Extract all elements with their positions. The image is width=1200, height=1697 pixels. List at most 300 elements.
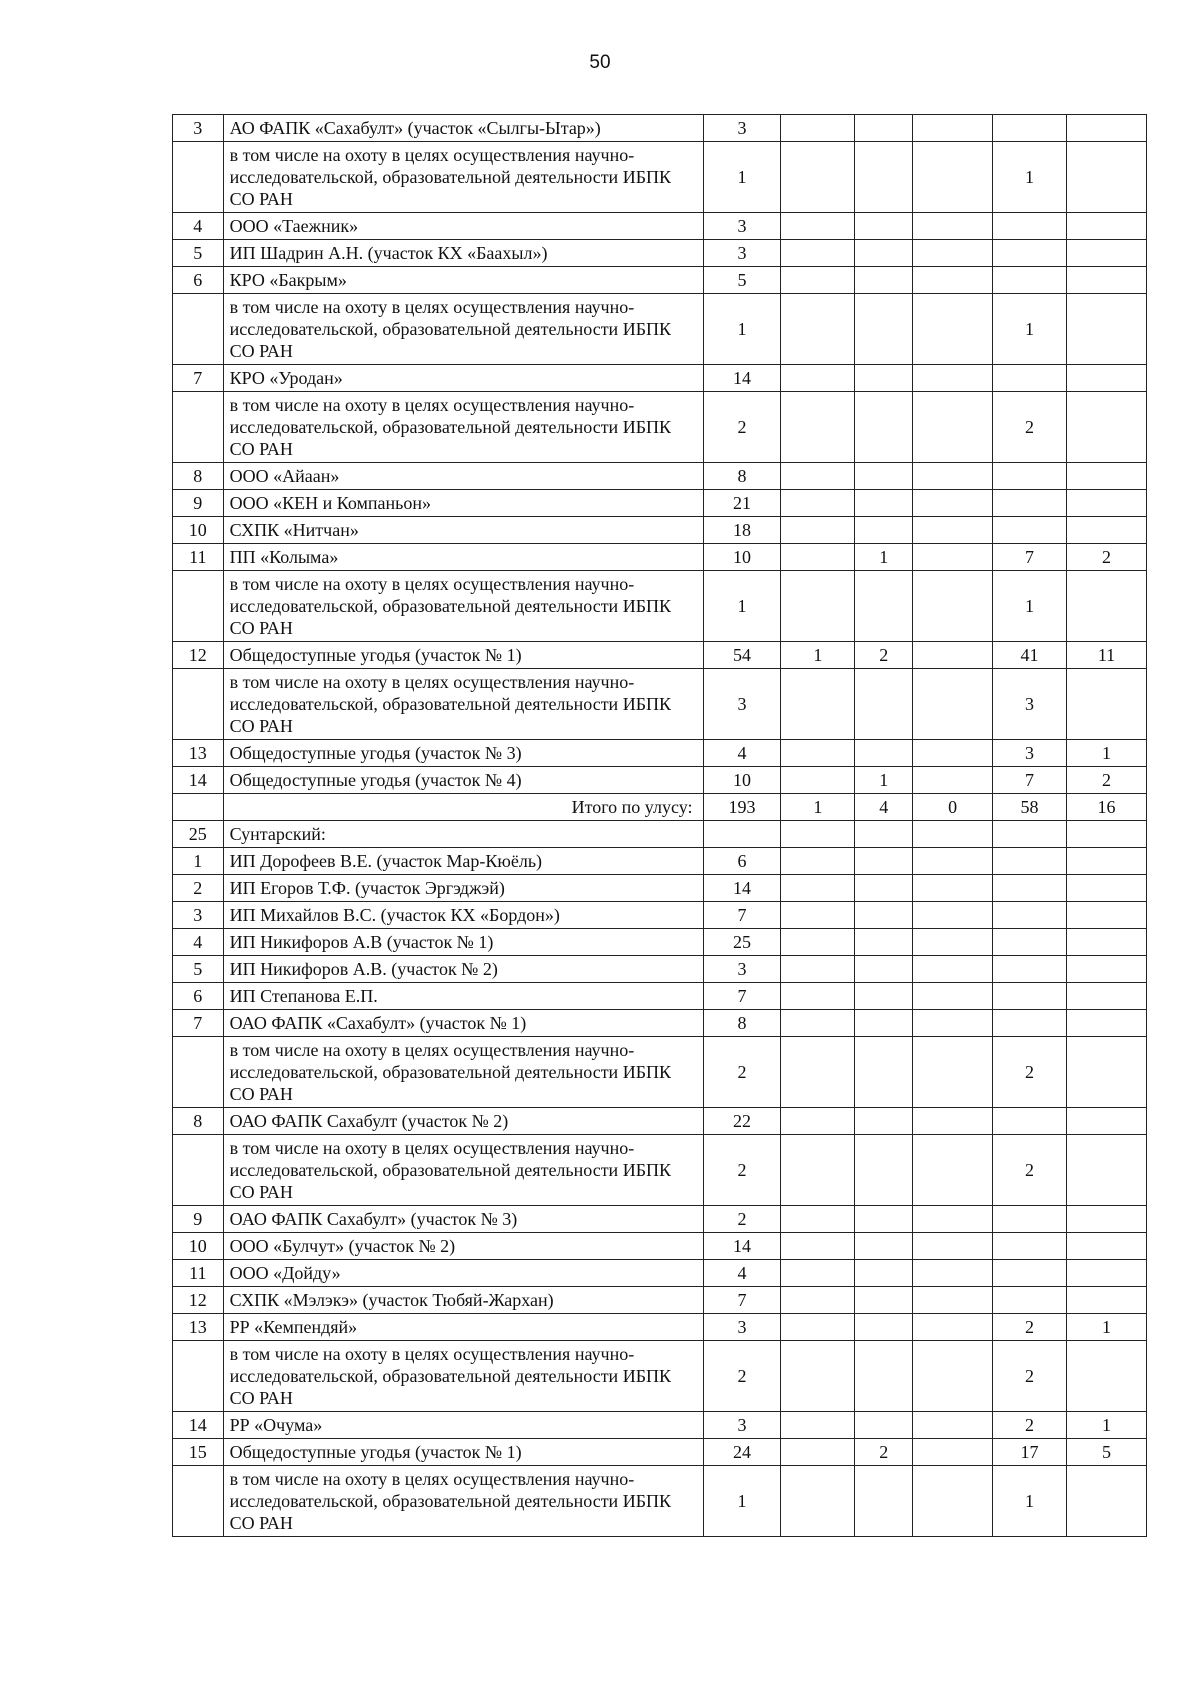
value-cell-c4 (913, 571, 993, 642)
name-cell: ИП Степанова Е.П. (223, 983, 703, 1010)
name-cell: ОАО ФАПК Сахабулт» (участок № 3) (223, 1206, 703, 1233)
row-number-cell: 4 (173, 929, 224, 956)
table-row (173, 1314, 1147, 1341)
row-number-cell: 6 (173, 983, 224, 1010)
value-cell-c6: 11 (1066, 642, 1146, 669)
value-cell-c4 (913, 544, 993, 571)
table-row (173, 1010, 1147, 1037)
table-row (173, 544, 1147, 571)
value-cell-c6 (1066, 1206, 1146, 1233)
value-cell-c6 (1066, 821, 1146, 848)
row-number-cell (173, 571, 224, 642)
value-cell-c5 (993, 1206, 1067, 1233)
table-row (173, 875, 1147, 902)
row-number-cell: 14 (173, 1412, 224, 1439)
value-cell-c1: 3 (703, 213, 781, 240)
value-cell-c1: 7 (703, 1287, 781, 1314)
value-cell-c4 (913, 1341, 993, 1412)
row-number-cell: 5 (173, 240, 224, 267)
value-cell-c1: 2 (703, 1135, 781, 1206)
row-number-cell (173, 669, 224, 740)
value-cell-c2 (781, 902, 855, 929)
value-cell-c5: 1 (993, 142, 1067, 213)
value-cell-c4 (913, 1010, 993, 1037)
name-cell: Общедоступные угодья (участок № 1) (223, 642, 703, 669)
value-cell-c3 (855, 1037, 913, 1108)
value-cell-c6 (1066, 929, 1146, 956)
table-row (173, 848, 1147, 875)
table-row (173, 1287, 1147, 1314)
row-number-cell: 14 (173, 767, 224, 794)
value-cell-c4 (913, 821, 993, 848)
value-cell-c3 (855, 490, 913, 517)
value-cell-c6 (1066, 669, 1146, 740)
name-cell: ПП «Колыма» (223, 544, 703, 571)
value-cell-c2 (781, 767, 855, 794)
value-cell-c5 (993, 875, 1067, 902)
table-row (173, 1412, 1147, 1439)
value-cell-c2 (781, 365, 855, 392)
table-row (173, 1233, 1147, 1260)
value-cell-c3 (855, 1341, 913, 1412)
value-cell-c2 (781, 115, 855, 142)
value-cell-c6: 16 (1066, 794, 1146, 821)
value-cell-c1: 8 (703, 1010, 781, 1037)
value-cell-c3: 2 (855, 642, 913, 669)
value-cell-c6 (1066, 1135, 1146, 1206)
value-cell-c1: 6 (703, 848, 781, 875)
value-cell-c6 (1066, 142, 1146, 213)
value-cell-c3: 4 (855, 794, 913, 821)
value-cell-c5 (993, 517, 1067, 544)
value-cell-c5: 2 (993, 392, 1067, 463)
value-cell-c4 (913, 902, 993, 929)
row-number-cell (173, 1466, 224, 1537)
value-cell-c3 (855, 267, 913, 294)
row-number-cell: 12 (173, 1287, 224, 1314)
value-cell-c2 (781, 1206, 855, 1233)
value-cell-c1: 3 (703, 1314, 781, 1341)
value-cell-c5: 17 (993, 1439, 1067, 1466)
value-cell-c2 (781, 1010, 855, 1037)
row-number-cell (173, 392, 224, 463)
value-cell-c6: 2 (1066, 767, 1146, 794)
value-cell-c4 (913, 848, 993, 875)
value-cell-c4 (913, 365, 993, 392)
value-cell-c1: 2 (703, 1341, 781, 1412)
total-label-cell: Итого по улусу: (223, 794, 703, 821)
value-cell-c2 (781, 463, 855, 490)
value-cell-c3 (855, 213, 913, 240)
value-cell-c3 (855, 240, 913, 267)
value-cell-c3 (855, 142, 913, 213)
row-number-cell: 5 (173, 956, 224, 983)
row-number-cell: 3 (173, 902, 224, 929)
value-cell-c1: 2 (703, 1206, 781, 1233)
value-cell-c4 (913, 1233, 993, 1260)
name-cell: в том числе на охоту в целях осуществления научно-исследовательской, образовательной деятельности ИБПК СО РАН (223, 1135, 703, 1206)
value-cell-c4 (913, 983, 993, 1010)
value-cell-c2 (781, 929, 855, 956)
value-cell-c2 (781, 740, 855, 767)
value-cell-c4 (913, 669, 993, 740)
value-cell-c2 (781, 267, 855, 294)
table-row (173, 1108, 1147, 1135)
value-cell-c5 (993, 821, 1067, 848)
value-cell-c2 (781, 669, 855, 740)
value-cell-c6 (1066, 1010, 1146, 1037)
table-row (173, 240, 1147, 267)
table-row (173, 213, 1147, 240)
value-cell-c5 (993, 240, 1067, 267)
value-cell-c2 (781, 490, 855, 517)
name-cell: ООО «КЕН и Компаньон» (223, 490, 703, 517)
value-cell-c3 (855, 983, 913, 1010)
value-cell-c1: 4 (703, 1260, 781, 1287)
value-cell-c6 (1066, 956, 1146, 983)
value-cell-c5 (993, 1010, 1067, 1037)
name-cell: ИП Шадрин А.Н. (участок КХ «Баахыл») (223, 240, 703, 267)
row-number-cell: 7 (173, 365, 224, 392)
row-number-cell (173, 1135, 224, 1206)
value-cell-c1: 193 (703, 794, 781, 821)
value-cell-c5: 41 (993, 642, 1067, 669)
value-cell-c1: 3 (703, 956, 781, 983)
value-cell-c3: 2 (855, 1439, 913, 1466)
row-number-cell: 10 (173, 517, 224, 544)
row-number-cell: 8 (173, 463, 224, 490)
value-cell-c3 (855, 1412, 913, 1439)
value-cell-c6: 1 (1066, 1314, 1146, 1341)
value-cell-c1: 3 (703, 1412, 781, 1439)
value-cell-c3 (855, 956, 913, 983)
value-cell-c1: 14 (703, 1233, 781, 1260)
name-cell: Общедоступные угодья (участок № 1) (223, 1439, 703, 1466)
value-cell-c5 (993, 902, 1067, 929)
value-cell-c2 (781, 240, 855, 267)
table-body (173, 115, 1147, 1537)
value-cell-c4: 0 (913, 794, 993, 821)
value-cell-c4 (913, 1287, 993, 1314)
row-number-cell: 25 (173, 821, 224, 848)
value-cell-c2 (781, 1466, 855, 1537)
value-cell-c4 (913, 142, 993, 213)
value-cell-c6 (1066, 267, 1146, 294)
name-cell: ИП Егоров Т.Ф. (участок Эргэджэй) (223, 875, 703, 902)
value-cell-c4 (913, 956, 993, 983)
value-cell-c2 (781, 848, 855, 875)
value-cell-c3 (855, 365, 913, 392)
value-cell-c1: 14 (703, 875, 781, 902)
name-cell: в том числе на охоту в целях осуществления научно-исследовательской, образовательной деятельности ИБПК СО РАН (223, 294, 703, 365)
value-cell-c2 (781, 1135, 855, 1206)
data-table (172, 114, 1147, 1537)
table-row (173, 902, 1147, 929)
value-cell-c3 (855, 463, 913, 490)
name-cell: ООО «Таежник» (223, 213, 703, 240)
value-cell-c2 (781, 1287, 855, 1314)
name-cell: Общедоступные угодья (участок № 4) (223, 767, 703, 794)
value-cell-c3 (855, 1135, 913, 1206)
row-number-cell: 8 (173, 1108, 224, 1135)
name-cell: РР «Очума» (223, 1412, 703, 1439)
value-cell-c1: 1 (703, 142, 781, 213)
value-cell-c5: 7 (993, 544, 1067, 571)
value-cell-c6 (1066, 848, 1146, 875)
value-cell-c6 (1066, 294, 1146, 365)
value-cell-c3: 1 (855, 767, 913, 794)
name-cell: СХПК «Мэлэкэ» (участок Тюбяй-Жархан) (223, 1287, 703, 1314)
value-cell-c3 (855, 571, 913, 642)
value-cell-c6 (1066, 875, 1146, 902)
value-cell-c5 (993, 848, 1067, 875)
value-cell-c5 (993, 1233, 1067, 1260)
value-cell-c6 (1066, 1037, 1146, 1108)
value-cell-c1: 7 (703, 902, 781, 929)
value-cell-c3 (855, 1287, 913, 1314)
value-cell-c5 (993, 929, 1067, 956)
table-subrow (173, 1135, 1147, 1206)
value-cell-c4 (913, 929, 993, 956)
row-number-cell: 11 (173, 1260, 224, 1287)
value-cell-c6 (1066, 1233, 1146, 1260)
value-cell-c6: 1 (1066, 1412, 1146, 1439)
value-cell-c3 (855, 1206, 913, 1233)
row-number-cell: 13 (173, 1314, 224, 1341)
value-cell-c3 (855, 875, 913, 902)
table-row (173, 267, 1147, 294)
value-cell-c6 (1066, 571, 1146, 642)
table-row (173, 1206, 1147, 1233)
table-row (173, 983, 1147, 1010)
value-cell-c4 (913, 490, 993, 517)
value-cell-c2 (781, 213, 855, 240)
value-cell-c4 (913, 1412, 993, 1439)
value-cell-c4 (913, 642, 993, 669)
name-cell: ОАО ФАПК «Сахабулт» (участок № 1) (223, 1010, 703, 1037)
value-cell-c1: 1 (703, 571, 781, 642)
value-cell-c4 (913, 294, 993, 365)
name-cell: в том числе на охоту в целях осуществления научно-исследовательской, образовательной деятельности ИБПК СО РАН (223, 669, 703, 740)
table-row (173, 642, 1147, 669)
value-cell-c5: 58 (993, 794, 1067, 821)
row-number-cell: 4 (173, 213, 224, 240)
table-row (173, 365, 1147, 392)
value-cell-c3 (855, 1466, 913, 1537)
value-cell-c5: 2 (993, 1412, 1067, 1439)
value-cell-c1: 5 (703, 267, 781, 294)
value-cell-c3 (855, 740, 913, 767)
value-cell-c3 (855, 1260, 913, 1287)
row-number-cell: 15 (173, 1439, 224, 1466)
value-cell-c2: 1 (781, 794, 855, 821)
table-subrow (173, 669, 1147, 740)
table-row (173, 517, 1147, 544)
value-cell-c1: 10 (703, 767, 781, 794)
value-cell-c2 (781, 1412, 855, 1439)
name-cell: Общедоступные угодья (участок № 3) (223, 740, 703, 767)
table-subrow (173, 1037, 1147, 1108)
table-subrow (173, 1341, 1147, 1412)
name-cell: ИП Никифоров А.В (участок № 1) (223, 929, 703, 956)
value-cell-c1: 2 (703, 1037, 781, 1108)
value-cell-c5: 3 (993, 740, 1067, 767)
value-cell-c2 (781, 821, 855, 848)
table-row (173, 929, 1147, 956)
value-cell-c6 (1066, 490, 1146, 517)
table-row (173, 740, 1147, 767)
table-total-row (173, 794, 1147, 821)
value-cell-c2 (781, 983, 855, 1010)
value-cell-c5: 1 (993, 571, 1067, 642)
table-row (173, 463, 1147, 490)
value-cell-c2 (781, 1439, 855, 1466)
value-cell-c3 (855, 929, 913, 956)
table-row (173, 821, 1147, 848)
value-cell-c2 (781, 571, 855, 642)
row-number-cell (173, 794, 224, 821)
value-cell-c2 (781, 1108, 855, 1135)
value-cell-c5: 1 (993, 1466, 1067, 1537)
value-cell-c5 (993, 1260, 1067, 1287)
value-cell-c5 (993, 267, 1067, 294)
value-cell-c4 (913, 213, 993, 240)
name-cell: Сунтарский: (223, 821, 703, 848)
value-cell-c2 (781, 1314, 855, 1341)
table-subrow (173, 294, 1147, 365)
value-cell-c4 (913, 740, 993, 767)
value-cell-c4 (913, 1260, 993, 1287)
value-cell-c2 (781, 142, 855, 213)
value-cell-c4 (913, 115, 993, 142)
name-cell: в том числе на охоту в целях осуществления научно-исследовательской, образовательной деятельности ИБПК СО РАН (223, 571, 703, 642)
name-cell: в том числе на охоту в целях осуществления научно-исследовательской, образовательной деятельности ИБПК СО РАН (223, 1341, 703, 1412)
row-number-cell: 12 (173, 642, 224, 669)
table-row (173, 1260, 1147, 1287)
name-cell: АО ФАПК «Сахабулт» (участок «Сылгы-Ытар») (223, 115, 703, 142)
row-number-cell: 13 (173, 740, 224, 767)
row-number-cell: 1 (173, 848, 224, 875)
value-cell-c5 (993, 463, 1067, 490)
name-cell: в том числе на охоту в целях осуществления научно-исследовательской, образовательной деятельности ИБПК СО РАН (223, 392, 703, 463)
value-cell-c1: 54 (703, 642, 781, 669)
table-row (173, 767, 1147, 794)
value-cell-c6: 5 (1066, 1439, 1146, 1466)
value-cell-c3 (855, 115, 913, 142)
value-cell-c2 (781, 517, 855, 544)
value-cell-c5: 7 (993, 767, 1067, 794)
name-cell: РР «Кемпендяй» (223, 1314, 703, 1341)
value-cell-c4 (913, 1466, 993, 1537)
page-number: 50 (589, 52, 611, 73)
value-cell-c4 (913, 1439, 993, 1466)
name-cell: в том числе на охоту в целях осуществления научно-исследовательской, образовательной деятельности ИБПК СО РАН (223, 142, 703, 213)
value-cell-c6 (1066, 902, 1146, 929)
value-cell-c6 (1066, 463, 1146, 490)
value-cell-c4 (913, 517, 993, 544)
value-cell-c1: 22 (703, 1108, 781, 1135)
row-number-cell: 7 (173, 1010, 224, 1037)
value-cell-c6 (1066, 365, 1146, 392)
name-cell: ИП Дорофеев В.Е. (участок Мар-Кюёль) (223, 848, 703, 875)
value-cell-c4 (913, 767, 993, 794)
row-number-cell (173, 1037, 224, 1108)
value-cell-c1: 3 (703, 115, 781, 142)
value-cell-c4 (913, 1135, 993, 1206)
value-cell-c4 (913, 1206, 993, 1233)
value-cell-c1 (703, 821, 781, 848)
table-row (173, 490, 1147, 517)
value-cell-c6 (1066, 1260, 1146, 1287)
row-number-cell: 3 (173, 115, 224, 142)
table-subrow (173, 142, 1147, 213)
value-cell-c5 (993, 1108, 1067, 1135)
value-cell-c6 (1066, 1341, 1146, 1412)
value-cell-c5 (993, 983, 1067, 1010)
row-number-cell: 11 (173, 544, 224, 571)
value-cell-c3 (855, 1233, 913, 1260)
value-cell-c2 (781, 1341, 855, 1412)
value-cell-c2 (781, 1260, 855, 1287)
name-cell: ООО «Булчут» (участок № 2) (223, 1233, 703, 1260)
value-cell-c3 (855, 1314, 913, 1341)
value-cell-c3 (855, 1010, 913, 1037)
value-cell-c5 (993, 213, 1067, 240)
row-number-cell: 9 (173, 1206, 224, 1233)
value-cell-c1: 3 (703, 240, 781, 267)
table-subrow (173, 571, 1147, 642)
value-cell-c1: 18 (703, 517, 781, 544)
row-number-cell (173, 294, 224, 365)
value-cell-c3 (855, 294, 913, 365)
name-cell: ИП Никифоров А.В. (участок № 2) (223, 956, 703, 983)
name-cell: ООО «Дойду» (223, 1260, 703, 1287)
value-cell-c1: 4 (703, 740, 781, 767)
value-cell-c5 (993, 115, 1067, 142)
value-cell-c6 (1066, 115, 1146, 142)
value-cell-c6 (1066, 517, 1146, 544)
value-cell-c6 (1066, 213, 1146, 240)
value-cell-c1: 1 (703, 1466, 781, 1537)
name-cell: в том числе на охоту в целях осуществления научно-исследовательской, образовательной деятельности ИБПК СО РАН (223, 1037, 703, 1108)
value-cell-c1: 10 (703, 544, 781, 571)
row-number-cell (173, 1341, 224, 1412)
value-cell-c1: 1 (703, 294, 781, 365)
value-cell-c3 (855, 902, 913, 929)
value-cell-c4 (913, 1108, 993, 1135)
value-cell-c3 (855, 1108, 913, 1135)
value-cell-c3 (855, 821, 913, 848)
row-number-cell: 6 (173, 267, 224, 294)
value-cell-c2 (781, 294, 855, 365)
value-cell-c6: 2 (1066, 544, 1146, 571)
value-cell-c2 (781, 1233, 855, 1260)
value-cell-c4 (913, 267, 993, 294)
value-cell-c4 (913, 392, 993, 463)
value-cell-c3: 1 (855, 544, 913, 571)
name-cell: СХПК «Нитчан» (223, 517, 703, 544)
name-cell: ОАО ФАПК Сахабулт (участок № 2) (223, 1108, 703, 1135)
value-cell-c2: 1 (781, 642, 855, 669)
value-cell-c4 (913, 240, 993, 267)
value-cell-c2 (781, 875, 855, 902)
value-cell-c1: 7 (703, 983, 781, 1010)
value-cell-c6 (1066, 1108, 1146, 1135)
value-cell-c4 (913, 1037, 993, 1108)
row-number-cell: 10 (173, 1233, 224, 1260)
value-cell-c4 (913, 1314, 993, 1341)
value-cell-c2 (781, 392, 855, 463)
